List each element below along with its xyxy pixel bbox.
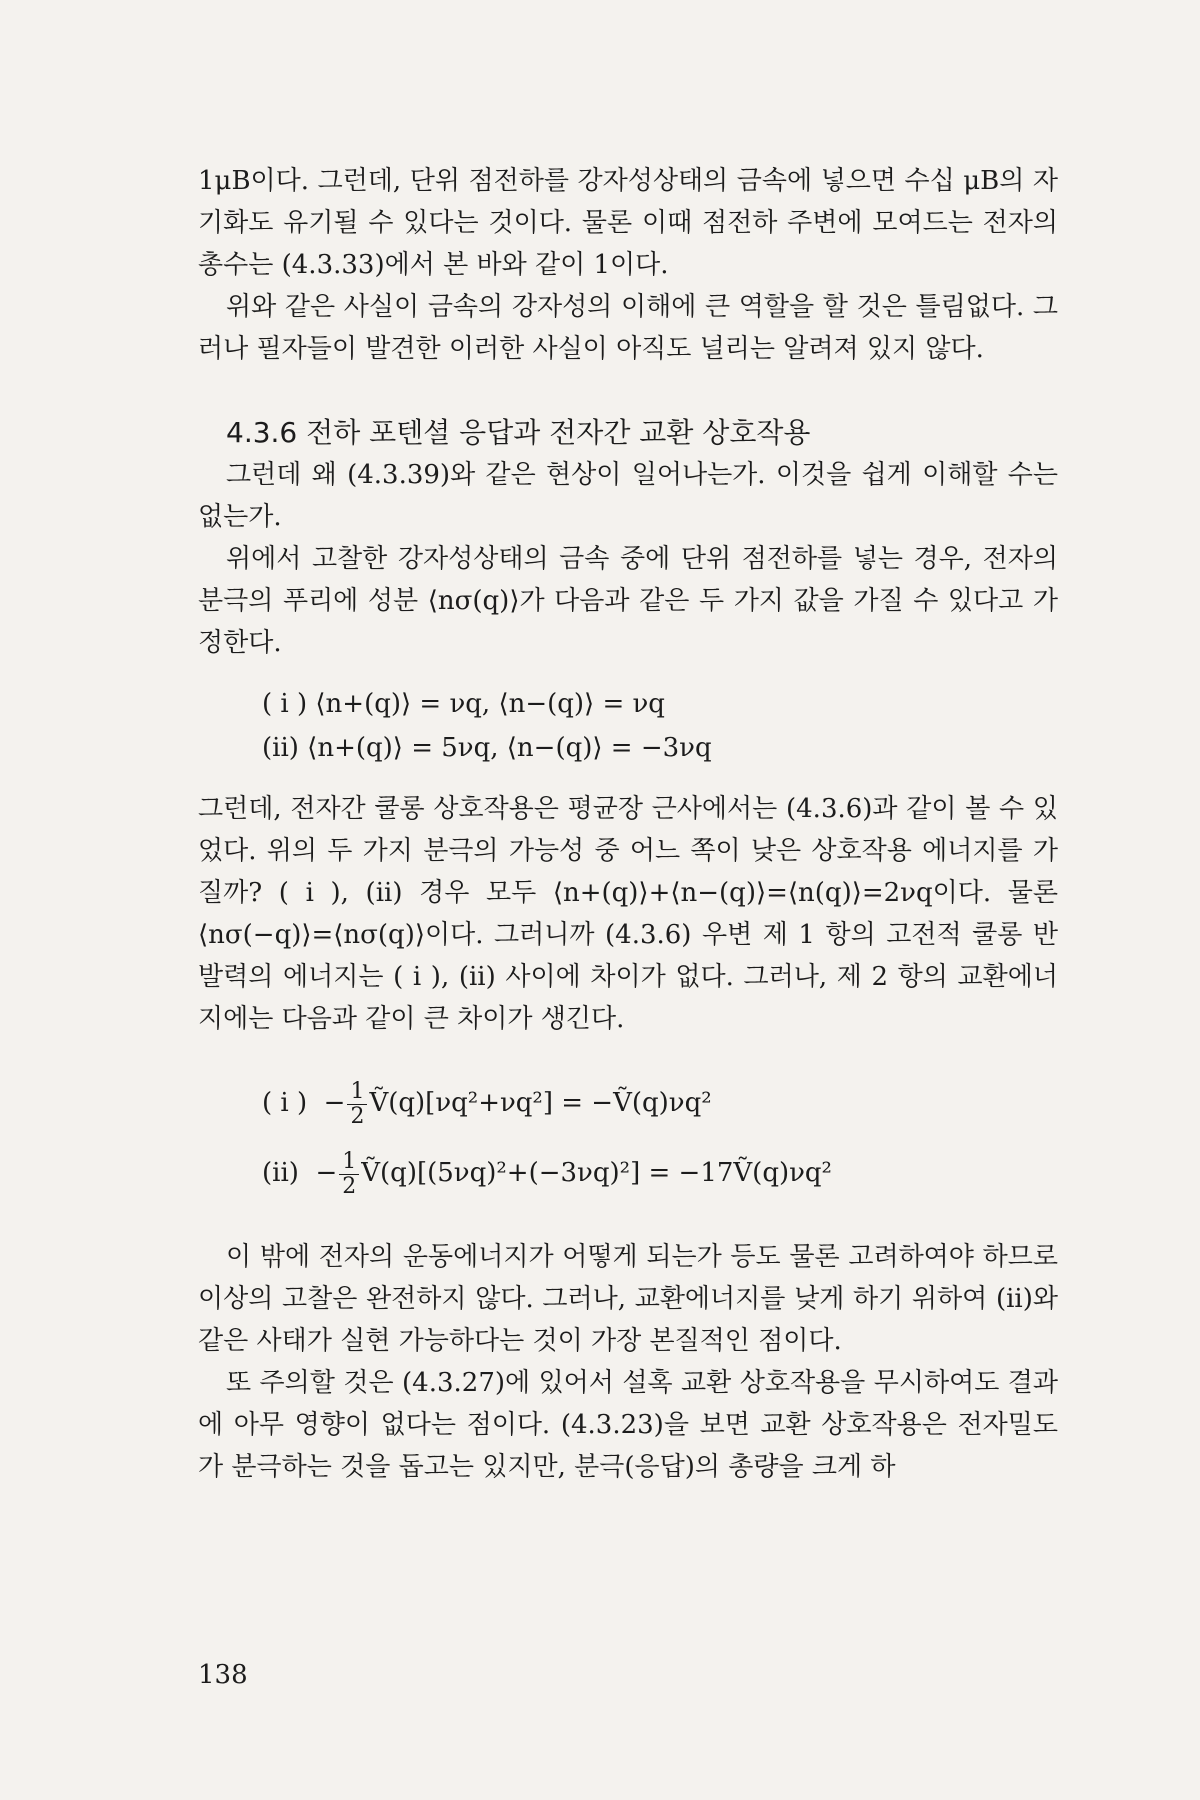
case-label: (ii) — [262, 1158, 299, 1188]
equation-rhs: Ṽ(q)[(5νq)²+(−3νq)²] = −17Ṽ(q)νq² — [361, 1158, 832, 1188]
equation-block-2 — [262, 1068, 1058, 1208]
exchange-energy-case-i — [262, 1068, 1058, 1138]
equation-rhs: Ṽ(q)[νq²+νq²] = −Ṽ(q)νq² — [369, 1088, 712, 1118]
page-number: 138 — [198, 1660, 248, 1690]
paragraph: 위와 같은 사실이 금속의 강자성의 이해에 큰 역할을 할 것은 틀림없다. 그러나 필자들이 발견한 이러한 사실이 아직도 널리는 알려져 있지 않다. — [198, 292, 1058, 364]
paragraph-continued: 1μB이다. 그런데, 단위 점전하를 강자성상태의 금속에 넣으면 수십 μB의 자기화도 유기될 수 있다는 것이다. 물론 이때 점전하 주변에 모여드는 전자의 총수는 (4.3.33)에서 본 바와 같이 1이다. — [198, 166, 1058, 280]
paragraph: 위에서 고찰한 강자성상태의 금속 중에 단위 점전하를 넣는 경우, 전자의 분극의 푸리에 성분 ⟨nσ(q)⟩가 다음과 같은 두 가지 값을 가질 수 있다고 가정한다. — [198, 544, 1058, 658]
fraction-denominator: 2 — [342, 1173, 357, 1199]
fraction-half — [347, 1080, 367, 1129]
exchange-energy-case-ii — [262, 1138, 1058, 1208]
paragraph: 그런데, 전자간 쿨롱 상호작용은 평균장 근사에서는 (4.3.6)과 같이 볼 수 있었다. 위의 두 가지 분극의 가능성 중 어느 쪽이 낮은 상호작용 에너지를 가질까? ( i ), (ii) 경우 모두 ⟨n+(q)⟩+⟨n−(q)⟩=⟨n(q)⟩=2νq이다. 물론 ⟨nσ(−q)⟩=⟨nσ(q)⟩이다. 그러니까 (4.3.6) 우변 제 1 항의 고전적 쿨롱 반발력의 에너지는 ( i ), (ii) 사이에 차이가 없다. 그러나, 제 2 항의 교환에너지에는 다음과 같이 큰 차이가 생긴다. — [198, 794, 1058, 1034]
fraction-denominator: 2 — [350, 1103, 365, 1129]
paragraph: 또 주의할 것은 (4.3.27)에 있어서 설혹 교환 상호작용을 무시하여도 결과에 아무 영향이 없다는 점이다. (4.3.23)을 보면 교환 상호작용은 전자밀도가 분극하는 것을 돕고는 있지만, 분극(응답)의 총량을 크게 하 — [198, 1368, 1058, 1482]
equation-case-ii: (ii) ⟨n+(q)⟩ = 5νq, ⟨n−(q)⟩ = −3νq — [262, 733, 712, 763]
equation-case-i: ( i ) ⟨n+(q)⟩ = νq, ⟨n−(q)⟩ = νq — [262, 689, 665, 719]
paragraph: 그런데 왜 (4.3.39)와 같은 현상이 일어나는가. 이것을 쉽게 이해할 수는 없는가. — [198, 460, 1058, 532]
section-heading: 4.3.6 전하 포텐셜 응답과 전자간 교환 상호작용 — [226, 416, 811, 449]
paragraph: 이 밖에 전자의 운동에너지가 어떻게 되는가 등도 물론 고려하여야 하므로 이상의 고찰은 완전하지 않다. 그러나, 교환에너지를 낮게 하기 위하여 (ii)와 같은 사태가 실현 가능하다는 것이 가장 본질적인 점이다. — [198, 1242, 1058, 1356]
equation-block-1 — [262, 682, 1058, 770]
text-column — [198, 160, 1058, 1488]
fraction-half — [339, 1150, 359, 1199]
fraction-numerator: 1 — [339, 1150, 359, 1175]
case-label: ( i ) — [262, 1088, 308, 1118]
minus-sign: − — [315, 1158, 338, 1188]
fraction-numerator: 1 — [347, 1080, 367, 1105]
minus-sign: − — [323, 1088, 346, 1118]
